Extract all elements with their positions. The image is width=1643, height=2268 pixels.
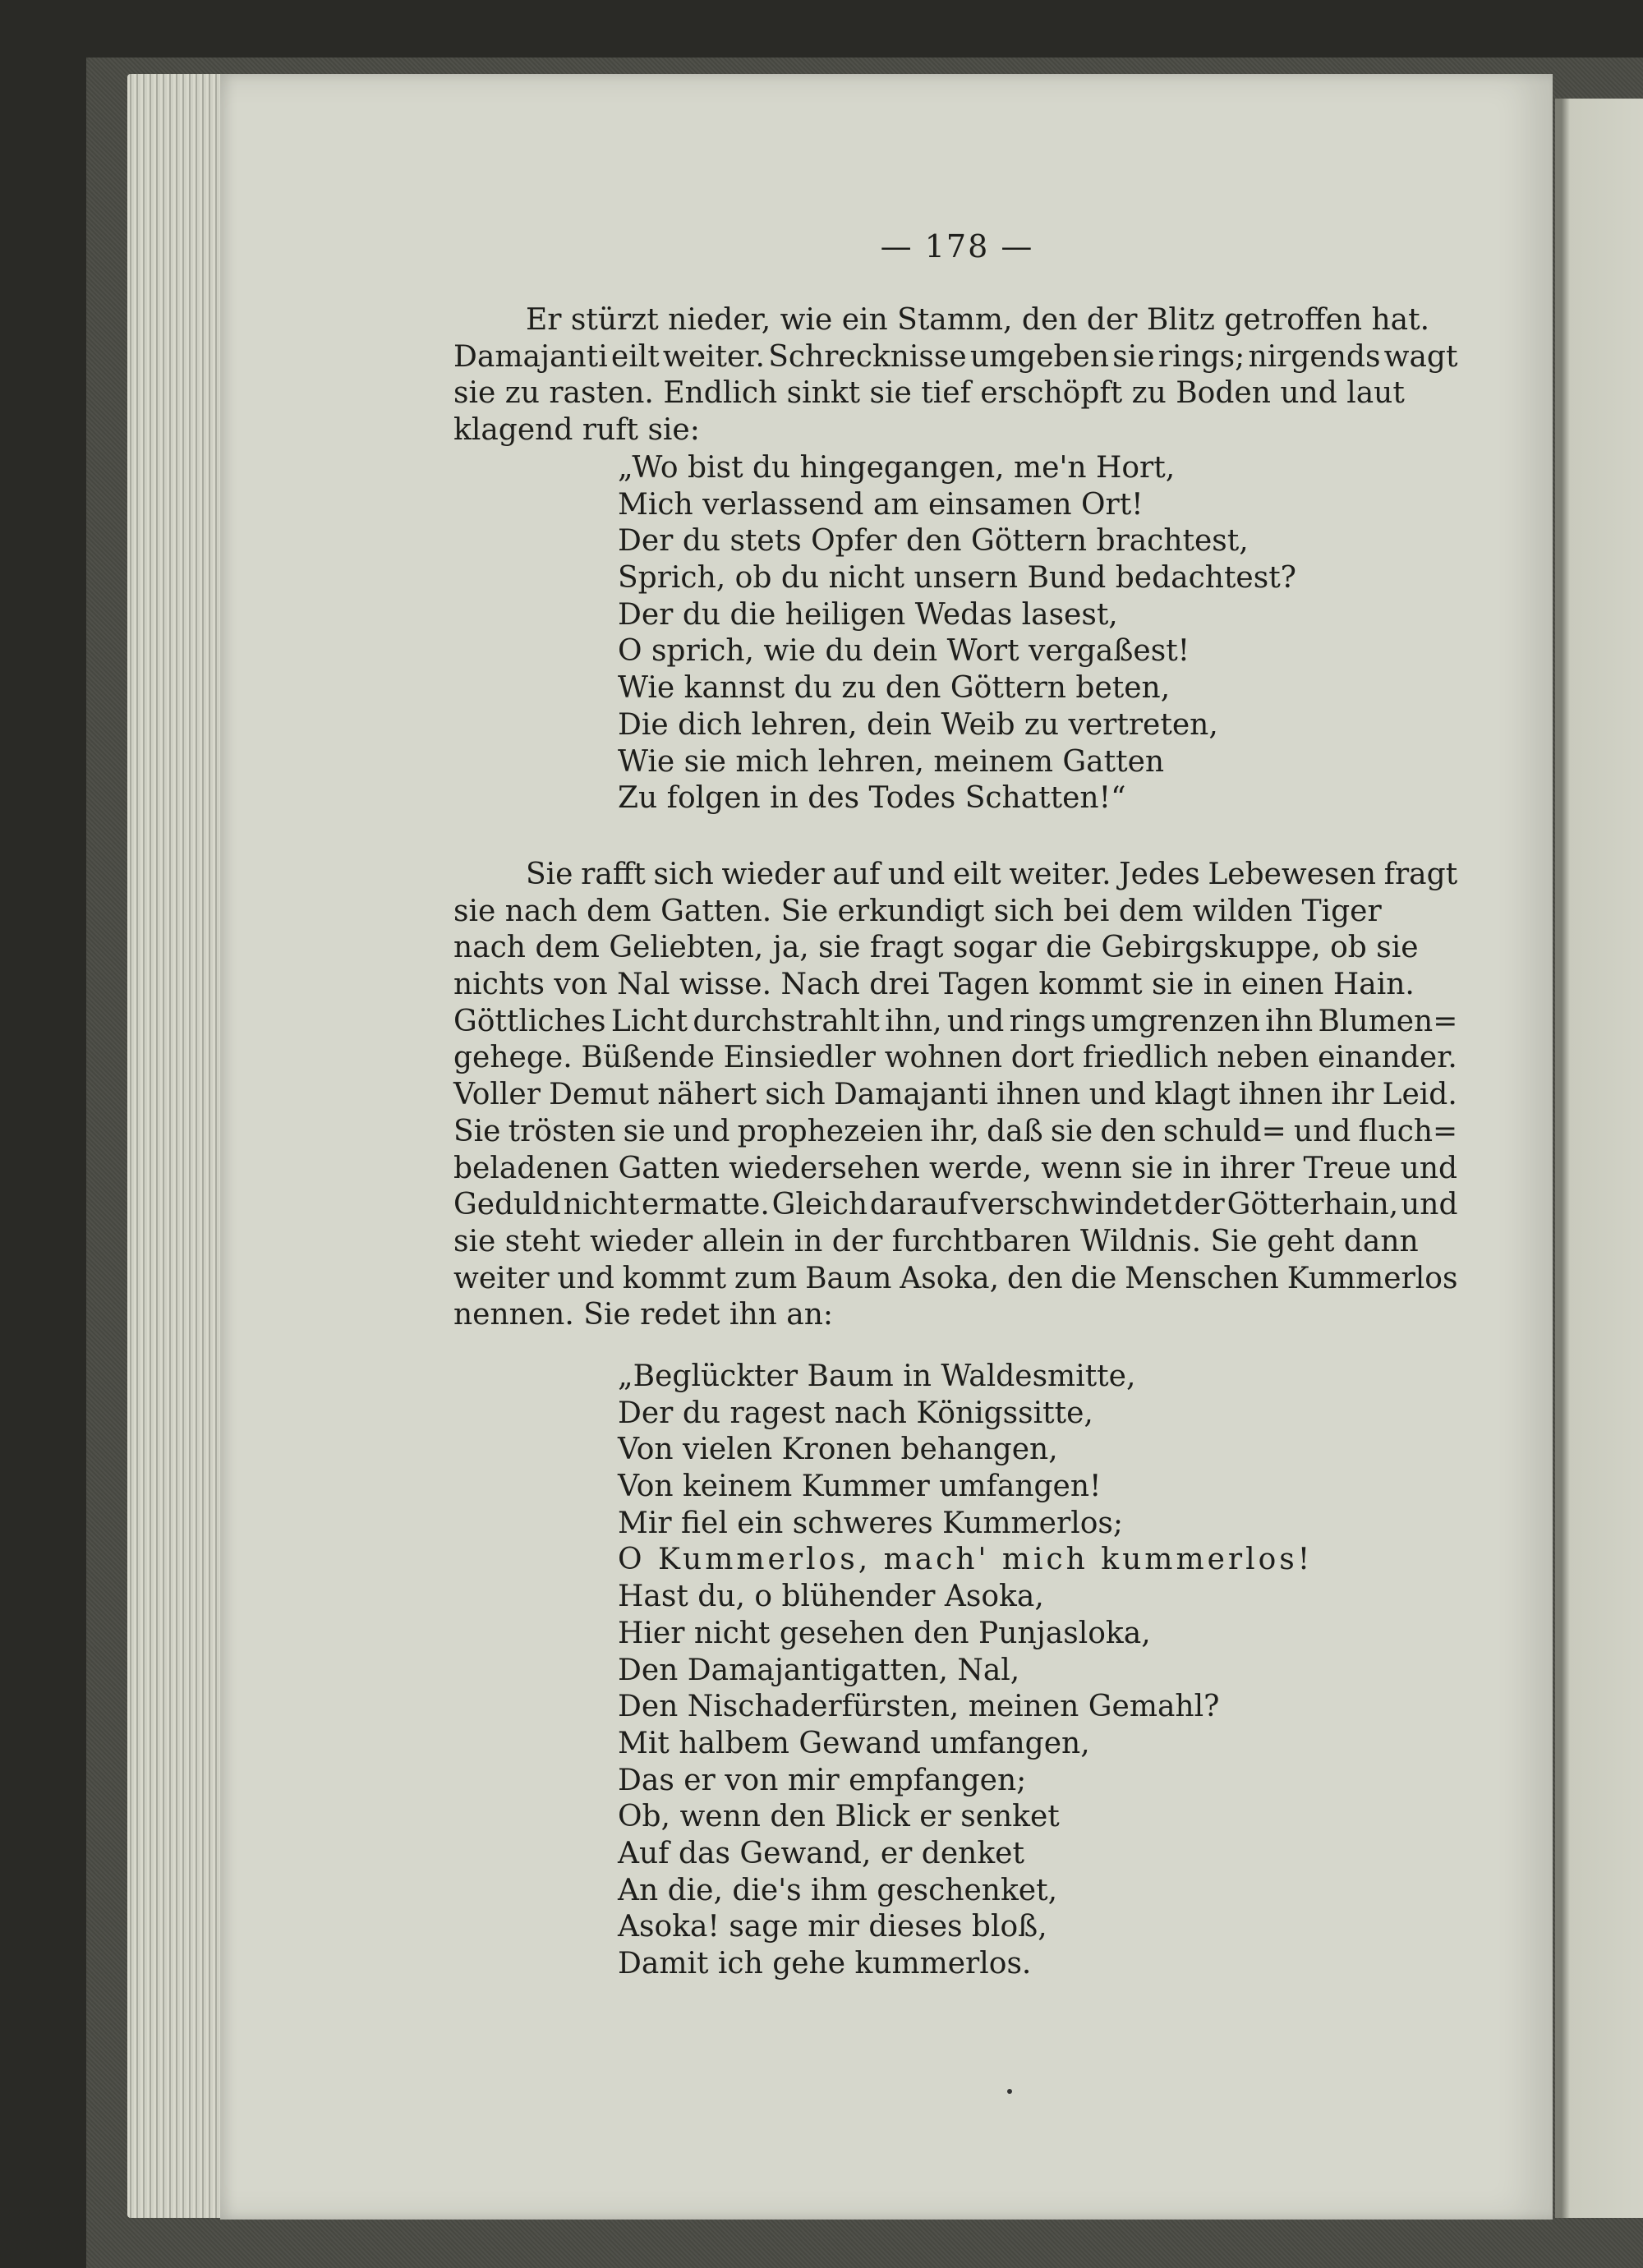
verse-line: Zu folgen in des Todes Schatten!“ — [618, 781, 1126, 816]
page-edges — [127, 74, 226, 2218]
verse-line: „Beglückter Baum in Waldesmitte, — [618, 1359, 1136, 1393]
verse-line: Der du stets Opfer den Göttern brachtest, — [618, 524, 1249, 559]
prose-line: Geduld nicht ermatte. Gleich darauf verschwindet der Götterhain, und — [453, 1188, 1458, 1222]
facing-page-edge — [1555, 99, 1643, 2218]
verse-line: Der du die heiligen Wedas lasest, — [618, 597, 1118, 632]
prose-line: gehege. Büßende Einsiedler wohnen dort friedlich neben einander. — [453, 1041, 1457, 1075]
prose-line: Sie rafft sich wieder auf und eilt weiter. Jedes Lebewesen fragt — [526, 858, 1458, 891]
paragraph-2 — [453, 857, 1457, 1334]
prose-line: nach dem Geliebten, ja, sie fragt sogar die Gebirgskuppe, ob sie — [453, 931, 1419, 965]
verse-line: Von vielen Kronen behangen, — [618, 1433, 1058, 1467]
verse-line: Hier nicht gesehen den Punjasloka, — [618, 1616, 1151, 1650]
verse-line: Mit halbem Gewand umfangen, — [618, 1726, 1090, 1760]
verse-line: Wie kannst du zu den Göttern beten, — [618, 671, 1171, 706]
verse-line: Hast du, o blühender Asoka, — [618, 1580, 1044, 1614]
prose-line: sie steht wieder allein in der furchtbaren Wildnis. Sie geht dann — [453, 1224, 1419, 1258]
verse-line: O sprich, wie du dein Wort vergaßest! — [618, 634, 1190, 669]
prose-line: beladenen Gatten wiedersehen werde, wenn sie in ihrer Treue und — [453, 1151, 1458, 1185]
prose-line: Er stürzt nieder, wie ein Stamm, den der Blitz getroffen hat. — [526, 303, 1430, 337]
verse-line: Von keinem Kummer umfangen! — [618, 1470, 1102, 1504]
verse-2 — [618, 1359, 1357, 1983]
verse-line: Die dich lehren, dein Weib zu vertreten, — [618, 707, 1218, 742]
prose-line: Göttliches Licht durchstrahlt ihn, und rings umgrenzen ihn Blumen= — [453, 1004, 1458, 1038]
verse-line: Sprich, ob du nicht unsern Bund bedachtest? — [618, 561, 1296, 596]
verse-line: Der du ragest nach Königssitte, — [618, 1396, 1093, 1430]
verse-line: Ob, wenn den Blick er senket — [618, 1800, 1060, 1834]
prose-line: Sie trösten sie und prophezeien ihr, daß sie den schuld= und fluch= — [453, 1114, 1458, 1148]
prose-line: nennen. Sie redet ihn an: — [453, 1298, 834, 1332]
prose-line: weiter und kommt zum Baum Asoka, den die Menschen Kummerlos — [453, 1261, 1458, 1295]
verse-line: Wie sie mich lehren, meinem Gatten — [618, 744, 1165, 779]
page-number: — 178 — — [880, 228, 1034, 265]
paragraph-1 — [453, 302, 1457, 449]
prose-line: klagend ruft sie: — [453, 413, 700, 448]
verse-line: Mich verlassend am einsamen Ort! — [618, 487, 1144, 522]
verse-line: Den Nischaderfürsten, meinen Gemahl? — [618, 1690, 1220, 1724]
prose-line: Damajanti eilt weiter. Schrecknisse umgeben sie rings; nirgends wagt — [453, 339, 1458, 374]
prose-line: Voller Demut nähert sich Damajanti ihnen und klagt ihnen ihr Leid. — [453, 1078, 1457, 1112]
verse-line: O Kummerlos, mach' mich kummerlos! — [618, 1543, 1314, 1577]
verse-line: Auf das Gewand, er denket — [618, 1836, 1024, 1870]
prose-line: sie zu rasten. Endlich sinkt sie tief erschöpft zu Boden und laut — [453, 376, 1405, 411]
ink-speck — [1007, 2089, 1012, 2094]
verse-line: Mir fiel ein schweres Kummerlos; — [618, 1506, 1123, 1540]
prose-line: nichts von Nal wisse. Nach drei Tagen kommt sie in einen Hain. — [453, 968, 1415, 1002]
verse-1 — [618, 450, 1357, 817]
verse-line: Asoka! sage mir dieses bloß, — [618, 1910, 1047, 1944]
verse-line: Den Damajantigatten, Nal, — [618, 1653, 1020, 1687]
prose-line: sie nach dem Gatten. Sie erkundigt sich bei dem wilden Tiger — [453, 894, 1382, 928]
verse-line: Damit ich gehe kummerlos. — [618, 1947, 1032, 1980]
verse-line: „Wo bist du hingegangen, me'n Hort, — [618, 451, 1176, 485]
verse-line: Das er von mir empfangen; — [618, 1763, 1027, 1797]
verse-line: An die, die's ihm geschenket, — [618, 1873, 1058, 1907]
